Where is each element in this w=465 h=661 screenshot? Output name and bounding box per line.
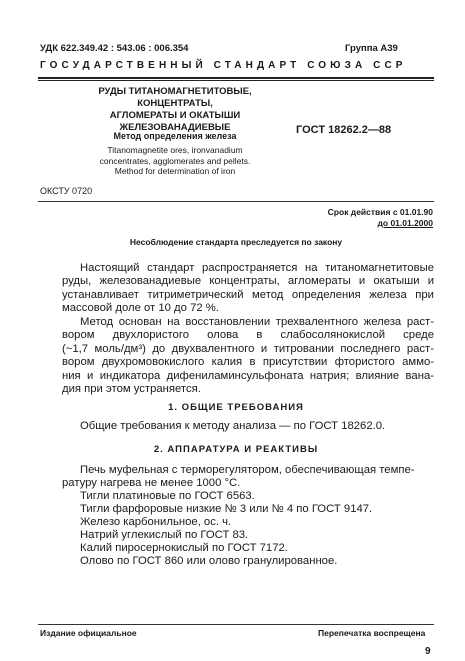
- equipment-item-6: Калий пиросернокислый по ГОСТ 7172.: [80, 542, 288, 554]
- method-line-5: ния и индикатора дифениламинсульфоната натрия; влияние вана-: [62, 369, 434, 382]
- equipment-item-2: Тигли платиновые по ГОСТ 6563.: [80, 490, 255, 502]
- english-title: [60, 145, 290, 177]
- intro-line-4: массовой доле от 10 до 72 %.: [62, 302, 219, 315]
- validity-period: [290, 207, 433, 229]
- method-subtitle: Метод определения железа: [113, 131, 237, 141]
- official-edition-note: Издание официальное: [40, 628, 137, 638]
- validity-to: до 01.01.2000: [377, 218, 433, 228]
- equipment-item-3: Тигли фарфоровые низкие № 3 или № 4 по ГОСТ 9147.: [80, 503, 373, 515]
- intro-line-2: руды, железованадиевые концентраты, агломераты и окатыши и: [62, 275, 434, 288]
- group-code: Группа А39: [345, 43, 398, 54]
- document-title: [60, 86, 290, 134]
- section-1-text: Общие требования к методу анализа — по ГОСТ 18262.0.: [80, 420, 386, 432]
- header-rule-thin: [38, 80, 434, 81]
- equipment-item-1: Печь муфельная с терморегулятором, обеспечивающая темпе-: [80, 464, 415, 476]
- legal-warning: Несоблюдение стандарта преследуется по закону: [129, 237, 343, 247]
- intro-line-1: Настоящий стандарт распространяется на титаномагнетитовые: [80, 262, 434, 274]
- english-title-line-2: concentrates, agglomerates and pellets.: [99, 155, 251, 166]
- equipment-item-1-cont: ратуру нагрева не менее 1000 °С.: [62, 477, 241, 489]
- equipment-item-5: Натрий углекислый по ГОСТ 83.: [80, 529, 249, 541]
- equipment-item-4: Железо карбонильное, ос. ч.: [80, 516, 232, 528]
- method-line-1: Метод основан на восстановлении трехвалентного железа раст-: [80, 316, 434, 328]
- title-line-1: РУДЫ ТИТАНОМАГНЕТИТОВЫЕ, КОНЦЕНТРАТЫ,: [98, 86, 252, 109]
- page-number: 9: [425, 646, 431, 657]
- english-title-line-1: Titanomagnetite ores, ironvanadium: [107, 145, 243, 155]
- header-rule: [38, 77, 434, 79]
- okstu-code: ОКСТУ 0720: [40, 186, 93, 196]
- english-title-line-3: Method for determination of iron: [114, 166, 236, 176]
- method-line-3: (~1,7 моль/дм³) до двухвалентного и титровании последнего раст-: [62, 342, 434, 355]
- validity-from: Срок действия с 01.01.90: [327, 207, 433, 217]
- state-standard-heading: ГОСУДАРСТВЕННЫЙ СТАНДАРТ СОЮЗА ССР: [40, 60, 407, 71]
- section-1-heading: 1. ОБЩИЕ ТРЕБОВАНИЯ: [168, 402, 304, 413]
- method-line-4: вором двухромовокислого калия в присутствии фтористого аммо-: [62, 356, 434, 369]
- method-line-2: вором двухлористого олова в слабосолянокислой среде: [62, 329, 434, 342]
- method-paragraph: [62, 316, 434, 396]
- reprint-prohibited-note: Перепечатка воспрещена: [318, 628, 426, 638]
- intro-paragraph: [62, 262, 434, 316]
- method-line-6: дия при этом устраняется.: [62, 383, 201, 396]
- udk-code: УДК 622.349.42 : 543.06 : 006.354: [40, 43, 189, 54]
- section-2-heading: 2. АППАРАТУРА И РЕАКТИВЫ: [153, 444, 319, 455]
- footer-rule: [38, 624, 434, 625]
- intro-line-3: устанавливает титриметрический метод определения железа при: [62, 288, 434, 301]
- title-line-3: ЖЕЛЕЗОВАНАДИЕВЫЕ: [119, 122, 231, 133]
- equipment-item-7: Олово по ГОСТ 860 или олово гранулированное.: [80, 555, 338, 567]
- section-rule: [38, 201, 434, 202]
- title-line-2: АГЛОМЕРАТЫ И ОКАТЫШИ: [109, 110, 241, 121]
- gost-number: ГОСТ 18262.2—88: [296, 124, 392, 136]
